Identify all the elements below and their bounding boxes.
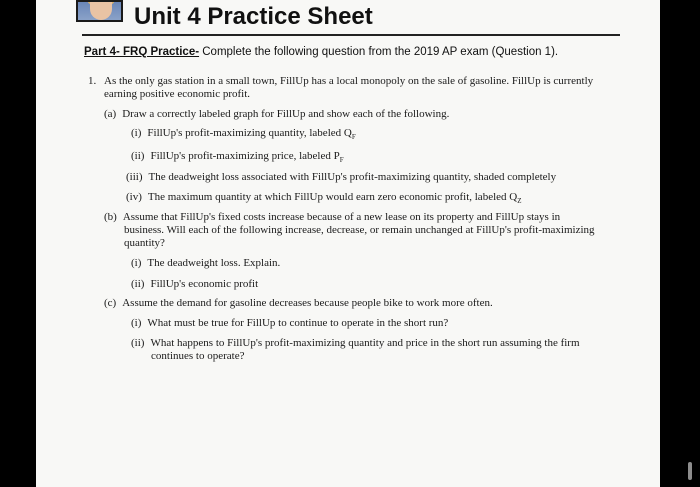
part-a-item xyxy=(126,171,556,184)
title-underline xyxy=(82,34,620,36)
item-text: The deadweight loss associated with FillUp's profit-maximizing quantity, shaded completely xyxy=(148,171,557,183)
question-text-line-2: earning positive economic profit. xyxy=(104,88,251,100)
item-label: (ii) xyxy=(131,337,145,349)
item-label: (iv) xyxy=(126,191,142,203)
part-c-item-continuation: continues to operate? xyxy=(151,350,245,362)
part-a-item xyxy=(126,191,522,208)
part-c-item xyxy=(131,337,580,350)
part-b-item xyxy=(131,257,280,270)
part-a-item xyxy=(131,150,344,167)
part-c-label: (c) xyxy=(104,297,117,309)
scrollbar[interactable] xyxy=(688,462,692,480)
question-text-line-1: As the only gas station in a small town, FillUp has a local monopoly on the sale of gasoline. FillUp is currently xyxy=(104,75,594,87)
item-text: FillUp's economic profit xyxy=(150,278,259,290)
part-a xyxy=(104,108,449,121)
part-b-label: (b) xyxy=(104,211,117,223)
item-label: (ii) xyxy=(131,278,145,290)
part-b-text: Assume that FillUp's fixed costs increase because of a new lease on its property and FillUp stays in xyxy=(122,211,561,223)
item-label: (iii) xyxy=(126,171,143,183)
item-label: (i) xyxy=(131,127,142,139)
part-c-item xyxy=(131,317,448,330)
part-b-line-1 xyxy=(104,211,560,224)
item-label: (ii) xyxy=(131,150,145,162)
item-text: FillUp's profit-maximizing price, labeled P xyxy=(150,150,340,162)
part-a-item xyxy=(131,127,356,144)
part-c xyxy=(104,297,493,310)
item-text: What must be true for FillUp to continue to operate in the short run? xyxy=(147,317,449,329)
part-a-label: (a) xyxy=(104,108,117,120)
page-title: Unit 4 Practice Sheet xyxy=(134,3,373,30)
item-text: The maximum quantity at which FillUp would earn zero economic profit, labeled Q xyxy=(147,191,518,203)
part-label: Part 4- FRQ Practice- xyxy=(84,46,200,58)
part-b-item xyxy=(131,278,258,291)
part-b-line-2: business. Will each of the following increase, decrease, or remain unchanged at FillUp's profit-maximizing xyxy=(124,224,595,236)
part-b-line-3: quantity? xyxy=(124,237,165,249)
item-label: (i) xyxy=(131,257,142,269)
item-label: (i) xyxy=(131,317,142,329)
part-a-text: Draw a correctly labeled graph for FillUp and show each of the following. xyxy=(122,108,450,120)
question-number: 1. xyxy=(88,75,97,87)
part-heading xyxy=(84,44,644,60)
item-subscript: Z xyxy=(517,197,522,206)
part-c-text: Assume the demand for gasoline decreases because people bike to work more often. xyxy=(122,297,493,309)
item-subscript: F xyxy=(351,133,356,142)
item-text: FillUp's profit-maximizing quantity, labeled Q xyxy=(147,127,352,139)
avatar-face xyxy=(90,2,112,20)
item-subscript: F xyxy=(339,156,344,165)
part-instructions: Complete the following question from the 2019 AP exam (Question 1). xyxy=(202,46,559,58)
avatar xyxy=(76,0,123,22)
item-text: The deadweight loss. Explain. xyxy=(147,257,281,269)
item-text: What happens to FillUp's profit-maximizing quantity and price in the short run assuming the firm xyxy=(150,337,580,349)
